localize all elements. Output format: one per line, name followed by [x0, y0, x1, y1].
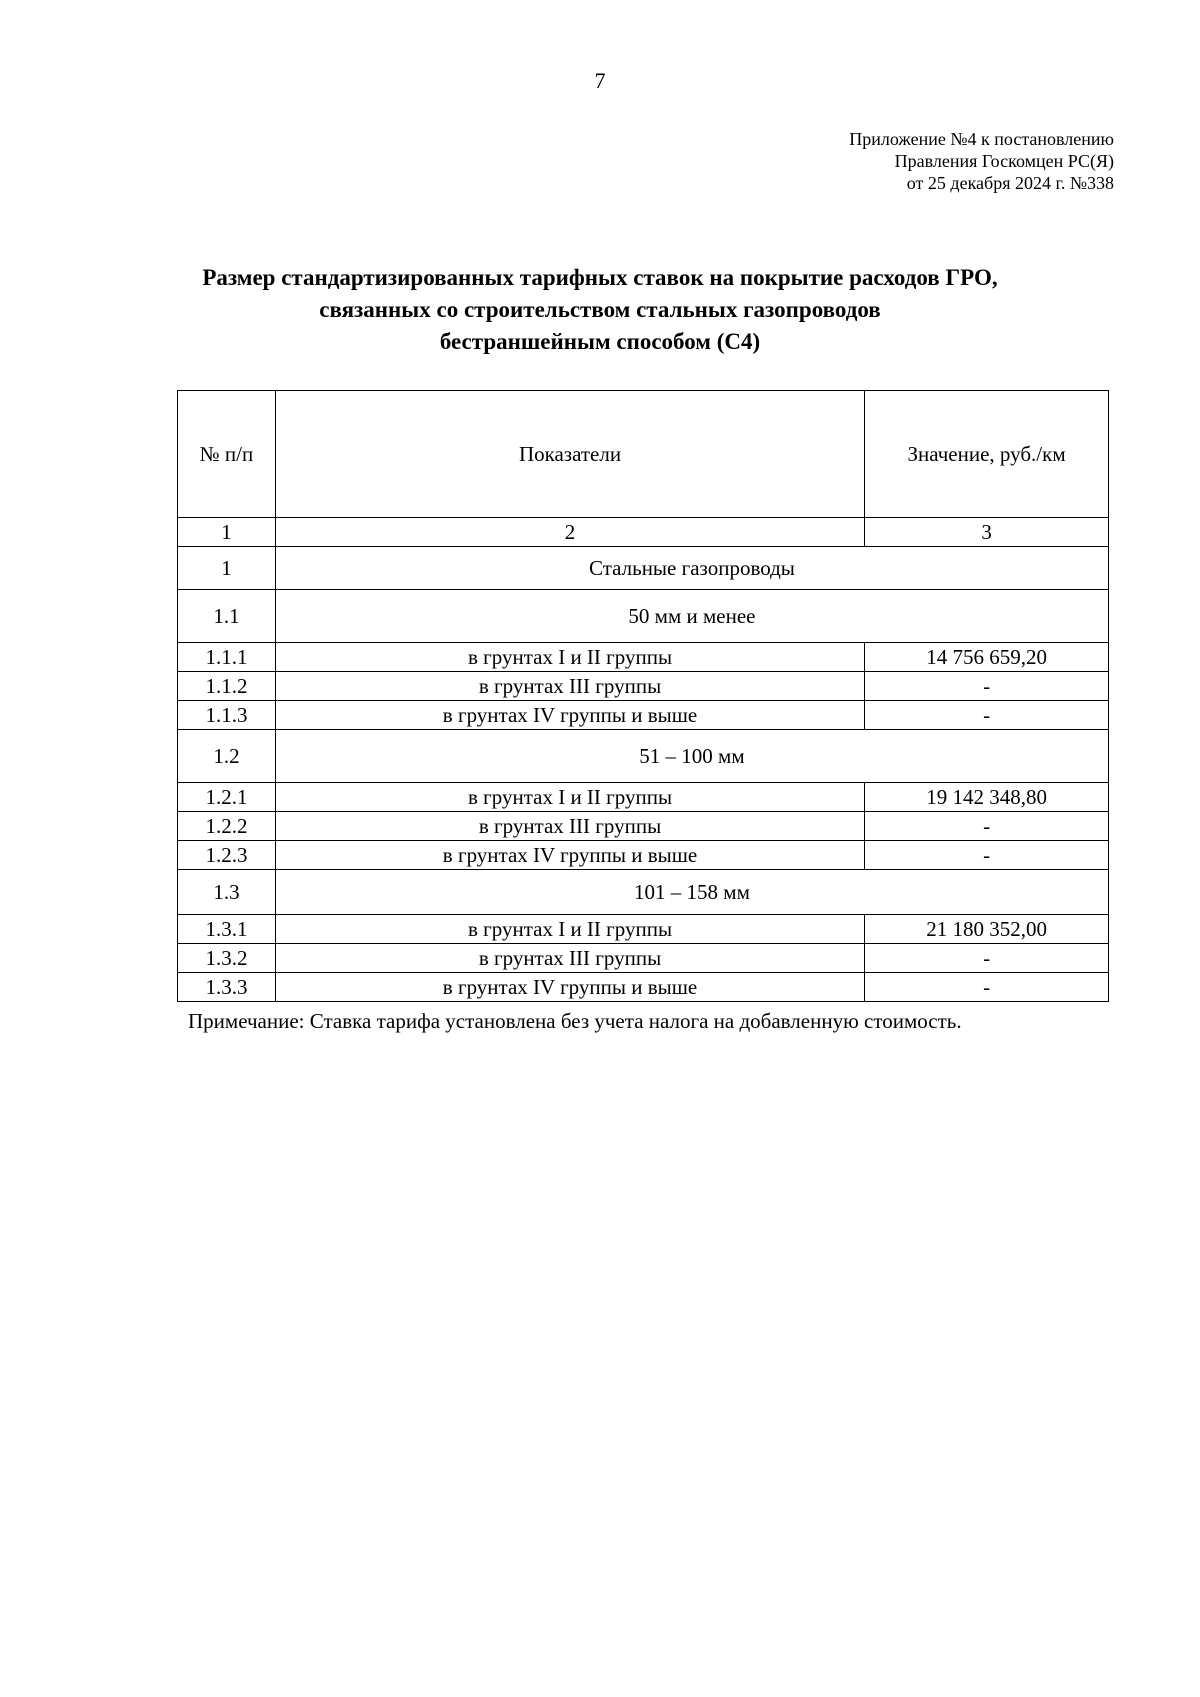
row-value: 19 142 348,80: [865, 783, 1109, 812]
table-row: [178, 783, 1109, 812]
row-number: 1.2.3: [178, 841, 276, 870]
table-row: [178, 841, 1109, 870]
table-row: [178, 672, 1109, 701]
row-number: 1.2.1: [178, 783, 276, 812]
table-row: [178, 701, 1109, 730]
row-label: в грунтах I и II группы: [275, 643, 864, 672]
title-line-2: связанных со строительством стальных газопроводов: [319, 297, 881, 322]
row-label: в грунтах I и II группы: [275, 915, 864, 944]
row-value: -: [865, 701, 1109, 730]
row-value: 21 180 352,00: [865, 915, 1109, 944]
table-row: [178, 812, 1109, 841]
row-number: 1.3.3: [178, 973, 276, 1002]
footnote: Примечание: Ставка тарифа установлена без учета налога на добавленную стоимость.: [188, 1009, 962, 1033]
document-title: [0, 262, 1200, 358]
row-number: 1.3.2: [178, 944, 276, 973]
group-number: 1.2: [178, 730, 276, 783]
section-label: Стальные газопроводы: [275, 547, 1108, 590]
header-value: Значение, руб./км: [865, 391, 1109, 518]
row-label: в грунтах III группы: [275, 944, 864, 973]
title-line-3: бестраншейным способом (С4): [439, 329, 761, 354]
table-row: [178, 643, 1109, 672]
row-number: 1.1.3: [178, 701, 276, 730]
header-indicators: Показатели: [275, 391, 864, 518]
appendix-line-1: Приложение №4 к постановлению: [849, 129, 1114, 149]
header-number: № п/п: [178, 391, 276, 518]
row-number: 1.3.1: [178, 915, 276, 944]
tariff-table: [177, 390, 1109, 1002]
group-label: 101 – 158 мм: [275, 870, 1108, 915]
row-value: 14 756 659,20: [865, 643, 1109, 672]
table-row: [178, 944, 1109, 973]
column-number: 2: [275, 518, 864, 547]
row-value: -: [865, 812, 1109, 841]
row-label: в грунтах IV группы и выше: [275, 841, 864, 870]
row-label: в грунтах III группы: [275, 812, 864, 841]
column-numbers-row: [178, 518, 1109, 547]
title-line-1: Размер стандартизированных тарифных ставок на покрытие расходов ГРО,: [202, 265, 998, 290]
table-row: [178, 973, 1109, 1002]
column-number: 1: [178, 518, 276, 547]
column-number: 3: [865, 518, 1109, 547]
table-row: [178, 915, 1109, 944]
group-number: 1.3: [178, 870, 276, 915]
appendix-reference: [849, 128, 1114, 194]
table-header-row: [178, 391, 1109, 518]
row-value: -: [865, 841, 1109, 870]
row-label: в грунтах I и II группы: [275, 783, 864, 812]
page-number: 7: [594, 68, 606, 93]
section-row: [178, 547, 1109, 590]
section-number: 1: [178, 547, 276, 590]
row-label: в грунтах IV группы и выше: [275, 973, 864, 1002]
row-value: -: [865, 973, 1109, 1002]
appendix-line-3: от 25 декабря 2024 г. №338: [906, 173, 1114, 193]
row-label: в грунтах IV группы и выше: [275, 701, 864, 730]
row-value: -: [865, 944, 1109, 973]
group-row: [178, 590, 1109, 643]
group-number: 1.1: [178, 590, 276, 643]
row-number: 1.1.1: [178, 643, 276, 672]
row-number: 1.1.2: [178, 672, 276, 701]
row-label: в грунтах III группы: [275, 672, 864, 701]
row-value: -: [865, 672, 1109, 701]
row-number: 1.2.2: [178, 812, 276, 841]
group-row: [178, 730, 1109, 783]
group-label: 51 – 100 мм: [275, 730, 1108, 783]
appendix-line-2: Правления Госкомцен РС(Я): [894, 151, 1114, 171]
group-label: 50 мм и менее: [275, 590, 1108, 643]
group-row: [178, 870, 1109, 915]
